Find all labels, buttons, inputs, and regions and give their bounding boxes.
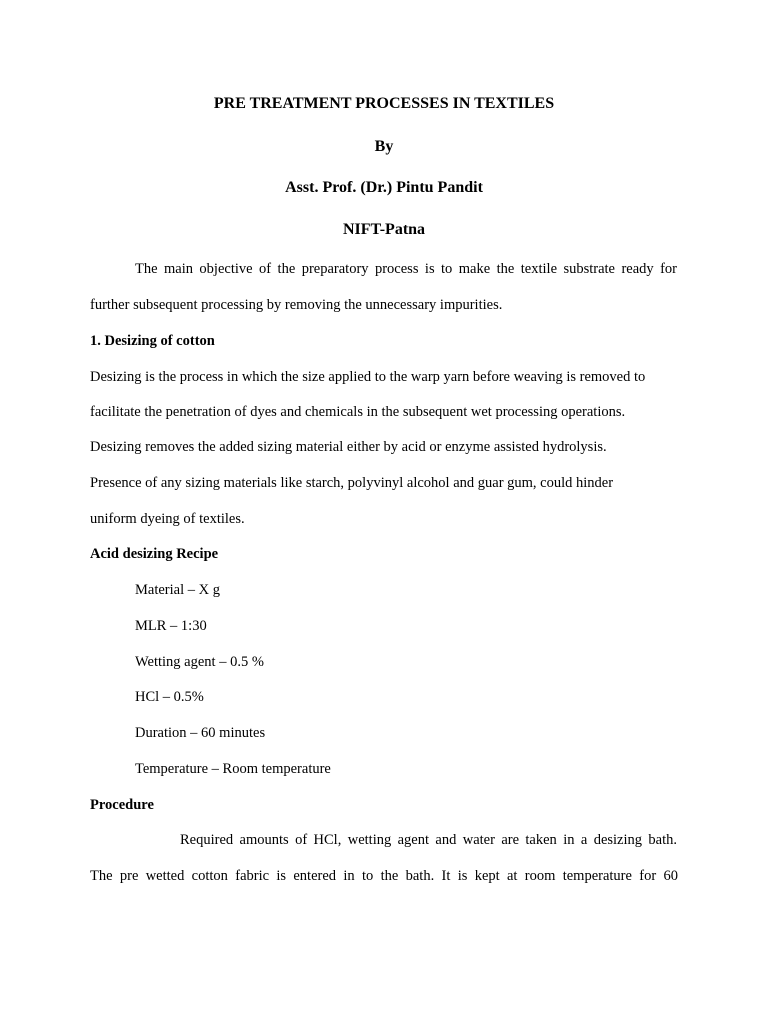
procedure-line-2: The pre wetted cotton fabric is entered in to the bath. It is kept at room temperature for 60	[90, 868, 678, 884]
desizing-line-1: Desizing is the process in which the size applied to the warp yarn before weaving is removed to	[90, 369, 646, 385]
recipe-item: HCl – 0.5%	[135, 689, 204, 705]
section-heading-recipe: Acid desizing Recipe	[90, 546, 219, 562]
recipe-item: Temperature – Room temperature	[135, 761, 331, 777]
desizing-line-3: Desizing removes the added sizing material either by acid or enzyme assisted hydrolysis.	[90, 439, 607, 455]
institute-name: NIFT-Patna	[342, 221, 426, 238]
procedure-line-1: Required amounts of HCl, wetting agent and water are taken in a desizing bath.	[180, 832, 677, 848]
section-heading-procedure: Procedure	[90, 797, 154, 813]
recipe-item: Material – X g	[135, 582, 220, 598]
byline: By	[374, 138, 394, 155]
desizing-line-2: facilitate the penetration of dyes and chemicals in the subsequent wet processing operations.	[90, 404, 626, 420]
recipe-item: Duration – 60 minutes	[135, 725, 266, 741]
intro-line-1: The main objective of the preparatory process is to make the textile substrate ready for	[135, 261, 677, 277]
section-heading-desizing: 1. Desizing of cotton	[90, 333, 215, 349]
recipe-item: MLR – 1:30	[135, 618, 207, 634]
document-title: PRE TREATMENT PROCESSES IN TEXTILES	[213, 95, 555, 112]
desizing-line-5: uniform dyeing of textiles.	[90, 511, 245, 527]
desizing-line-4: Presence of any sizing materials like starch, polyvinyl alcohol and guar gum, could hinder	[90, 475, 614, 491]
recipe-item: Wetting agent – 0.5 %	[135, 654, 264, 670]
author-name: Asst. Prof. (Dr.) Pintu Pandit	[285, 179, 483, 196]
intro-line-2: further subsequent processing by removing the unnecessary impurities.	[90, 297, 503, 313]
